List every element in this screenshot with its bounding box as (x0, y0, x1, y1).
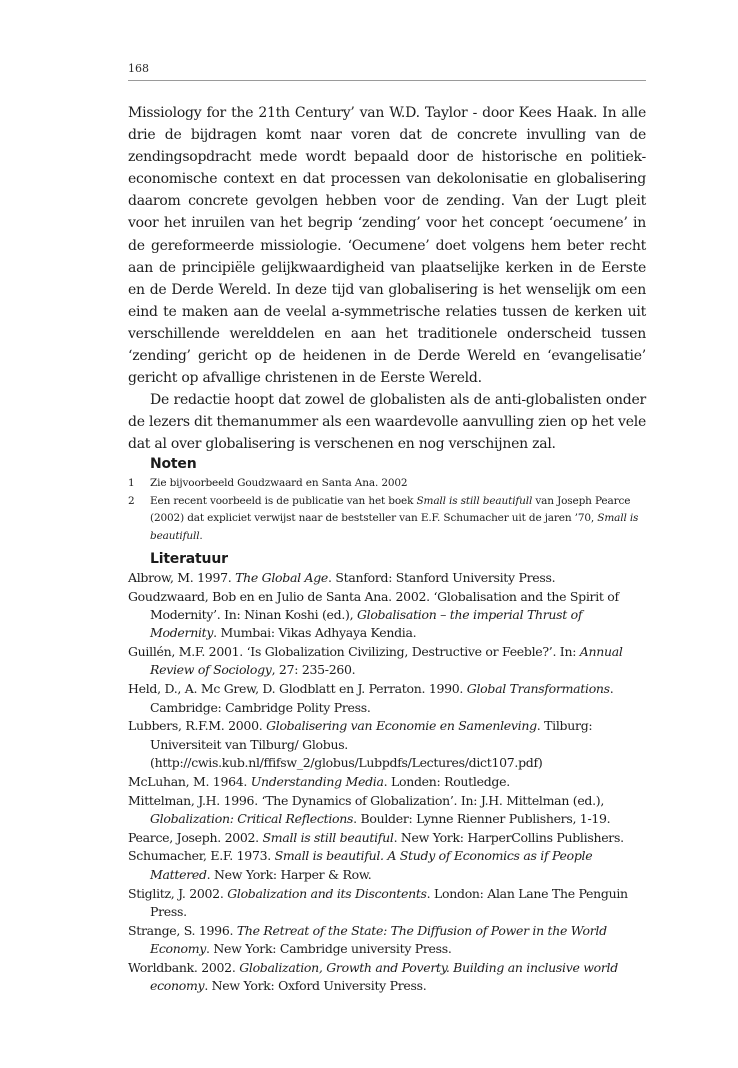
reference-text: Lubbers, R.F.M. 2000. (128, 718, 267, 734)
note-text (150, 493, 646, 546)
reference-title: Small is still beautiful (262, 829, 394, 845)
notes-section (128, 456, 646, 545)
reference-item (128, 717, 648, 772)
reference-title: Understanding Media (250, 773, 384, 789)
reference-text: Pearce, Joseph. 2002. (128, 829, 263, 845)
body-paragraph: De redactie hoopt dat zowel de globalisten als de anti-globalisten onder de lezers dit themanummer als een waardevolle aanvulling zien op het vele dat al over globalisering is verschenen en nog verschijnen zal. (128, 392, 646, 453)
note-item (128, 475, 646, 493)
reference-item (128, 680, 648, 717)
reference-title: The Retreat of the State: The Diffusion of Power in the World Economy (150, 922, 607, 956)
reference-text: . Stanford: Stanford University Press. (328, 570, 556, 585)
literature-section (128, 551, 648, 995)
reference-text: Schumacher, E.F. 1973. (128, 848, 275, 864)
reference-text: , 27: 235-260. (271, 662, 356, 678)
reference-title: Globalisation – the imperial Thrust of Modernity (150, 607, 583, 641)
reference-text: Stiglitz, J. 2002. (128, 885, 228, 901)
reference-text: . Cambridge: Cambridge Polity Press. (150, 681, 614, 715)
reference-text: . Boulder: Lynne Rienner Publishers, 1-19. (353, 810, 611, 826)
note-number: 1 (128, 477, 135, 489)
reference-text: . New York: Cambridge university Press. (206, 940, 452, 956)
reference-title: Global Transformations (466, 681, 610, 697)
note-book-title: Small is still beautifull (416, 494, 533, 507)
note-text-part: Een recent voorbeeld is de publicatie van het boek (150, 494, 417, 507)
reference-title: The Global Age (235, 570, 329, 585)
body-text (128, 102, 646, 456)
reference-text: . New York: Harper & Row. (206, 866, 372, 882)
note-text-part: . (199, 529, 203, 542)
reference-item (128, 829, 648, 847)
reference-text: Goudzwaard, Bob en en Julio de Santa Ana. 2002. ‘Globalisation and the Spirit of Modernity’. In: Ninan Koshi (ed.), (128, 588, 619, 623)
reference-title: Globalization and its Discontents (227, 885, 427, 901)
reference-text: Worldbank. 2002. (128, 959, 240, 975)
page-number: 168 (128, 62, 149, 75)
notes-heading: Noten (150, 456, 197, 472)
reference-text: . London: Alan Lane The Penguin Press. (150, 885, 628, 919)
reference-text: . Londen: Routledge. (383, 773, 510, 789)
header-rule (128, 80, 646, 81)
reference-text: Mittelman, J.H. 1996. ‘The Dynamics of Globalization’. In: J.H. Mittelman (ed.), (128, 792, 605, 808)
reference-item (128, 773, 648, 791)
reference-item (128, 792, 648, 829)
reference-text: . New York: HarperCollins Publishers. (393, 829, 624, 845)
reference-text: . Tilburg: Universiteit van Tilburg/ Globus. (http://cwis.kub.nl/ffifsw_2/globus/Lubpdfs/Lectures/dict107.pdf) (150, 718, 593, 770)
reference-title: Small is beautiful. A Study of Economics as if People Mattered (150, 848, 593, 882)
reference-title: Globalization: Critical Reflections (150, 810, 354, 826)
reference-text: McLuhan, M. 1964. (128, 773, 251, 789)
reference-title: Globalization, Growth and Poverty. Building an inclusive world economy (150, 959, 618, 994)
reference-text: Strange, S. 1996. (128, 922, 237, 938)
reference-item (128, 643, 648, 680)
note-book-title: Small is beautifull (150, 512, 639, 542)
reference-text: Albrow, M. 1997. (128, 570, 236, 585)
reference-title: Annual Review of Sociology (150, 644, 623, 678)
reference-item (128, 959, 648, 996)
reference-item (128, 569, 648, 587)
reference-text: Held, D., A. Mc Grew, D. Glodblatt en J. Perraton. 1990. (128, 681, 467, 697)
reference-item (128, 847, 648, 884)
note-text: Zie bijvoorbeeld Goudzwaard en Santa Ana. 2002 (150, 477, 408, 489)
reference-text: . New York: Oxford University Press. (204, 978, 427, 994)
reference-item (128, 588, 648, 643)
body-paragraph: Missiology for the 21th Century’ van W.D. Taylor - door Kees Haak. In alle drie de bijdragen komt naar voren dat de concrete invulling van de zendingsopdracht mede wordt bepaald door de historische en politiek-economische context en dat processen van dekolonisatie en globalisering daarom concrete gevolgen hebben voor de zending. Van der Lugt pleit voor het inruilen van het begrip ‘zending’ voor het concept ‘oecumene’ in de gereformeerde missiologie. ‘Oecumene’ doet volgens hem beter recht aan de principiële gelijkwaardigheid van plaatselijke kerken in de Eerste en de Derde Wereld. In deze tijd van globalisering is het wenselijk om een eind te maken aan de veelal a-symmetrische relaties tussen de kerken uit verschillende werelddelen en aan het traditionele onderscheid tussen ‘zending’ gericht op de heidenen in de Derde Wereld en ‘evangelisatie’ gericht op afvallige christenen in de Eerste Wereld. (128, 105, 646, 387)
note-text-part: van Joseph Pearce (2002) dat expliciet verwijst naar de beststeller van E.F. Schumacher uit de jaren ’70, (150, 494, 631, 524)
note-number: 2 (128, 494, 135, 507)
reference-item (128, 885, 648, 922)
reference-text: . Mumbai: Vikas Adhyaya Kendia. (213, 625, 417, 641)
reference-title: Globalisering van Economie en Samenleving (266, 718, 537, 734)
note-item (128, 493, 646, 546)
literature-heading: Literatuur (150, 551, 228, 567)
reference-list (128, 569, 648, 995)
reference-item (128, 922, 648, 959)
reference-text: Guillén, M.F. 2001. ‘Is Globalization Civilizing, Destructive or Feeble?’. In: (128, 644, 580, 660)
